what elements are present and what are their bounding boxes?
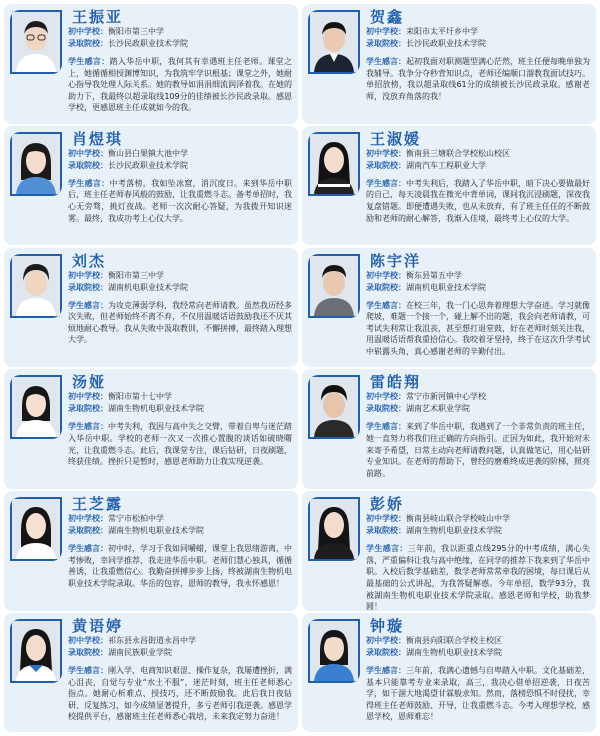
- middle-school-value: 衡阳市第三中学: [108, 27, 164, 36]
- feeling-label: 学生感言：: [68, 422, 108, 432]
- middle-school-value: 常宁市松柏中学: [108, 514, 164, 524]
- student-photo: [10, 375, 62, 439]
- college-value: 长沙民政职业技术学院: [406, 39, 486, 48]
- student-feeling: [366, 665, 590, 723]
- college-value: 长沙民政职业技术学院: [108, 39, 188, 48]
- student-card: [4, 126, 298, 246]
- feeling-text: 来到了华岳中职，我遇到了一个非常负责的班主任，她一直努力将我们往正确的方向指引。正因为如此，我开始对未来寄予希望，日常主动向老师请教问题，认真做笔记，用心钻研专业知识。在老师的帮助下，曾经的磨难终成逆袭的阶梯，照亮前路。: [366, 422, 590, 478]
- student-feeling: [68, 421, 292, 467]
- portrait-image: [12, 377, 60, 437]
- portrait-image: [12, 621, 60, 681]
- feeling-text: 三年前，我满心遗憾与自卑踏入中职。文化基础差，基本只能靠考专业来录取，高三，我决心借单招逆袭，日夜苦学，如干涸大地渴望甘霖般求知。然而，落榜恐惧不时侵扰，幸得班主任老师鼓励、开导，让我重燃斗志。今考入理想学校，感恩学校，恩师难忘！: [366, 665, 590, 722]
- feeling-text: 为攻克薄弱学科，我经常向老师请教。虽然我历经多次失败，但老师始终不离不弃，不仅用温暖话语鼓励我还不厌其烦地耐心教导。我从失败中汲取教训，不懈拼搏，最终踏入理想大学。: [68, 300, 292, 345]
- student-photo: [308, 497, 360, 561]
- college-value: 湖南艺术职业学院: [406, 404, 470, 414]
- college-label: 录取院校：: [366, 160, 406, 170]
- feeling-text: 初中时，学习于我如同嚼蜡，课堂上我思绪游离，中考惨败，幸同学推荐，我走进华岳中职。老师们慧心独具，循循善诱，让我重燃信心。我勤奋拼搏步步上扬，终被湖南生物机电职业技术学院录取。华岳的包容，恩师的教导，我永怀感恩！: [68, 544, 292, 588]
- college-value: 湖南汽车工程职业大学: [406, 160, 486, 170]
- college-label: 录取院校：: [68, 160, 108, 170]
- college-value: 湖南生物机电职业技术学院: [406, 526, 502, 536]
- student-name: 刘杰: [72, 251, 107, 270]
- student-card: [302, 248, 596, 368]
- middle-school-label: 初中学校：: [68, 392, 108, 402]
- college-label: 录取院校：: [366, 404, 406, 414]
- middle-school-value: 衡阳市第十七中学: [108, 392, 172, 402]
- student-card: [302, 613, 596, 733]
- student-card: [302, 369, 596, 489]
- student-feeling: [68, 56, 292, 114]
- college-label: 录取院校：: [366, 526, 406, 536]
- student-photo: [308, 375, 360, 439]
- portrait-image: [310, 256, 358, 316]
- student-card: [302, 4, 596, 124]
- portrait-image: [12, 12, 60, 72]
- middle-school-value: 衡山县白果镇大池中学: [108, 148, 188, 158]
- portrait-image: [12, 499, 60, 559]
- student-name: 钟璇: [370, 616, 405, 635]
- student-card: [4, 613, 298, 733]
- feeling-text: 中考失利后，我踏入了华岳中职，暗下决心要做最好的自己，每天凌晨我在微光中背单词，课间我沉浸刷题，深夜我复盘错题。即便遭遇失败，也从未放弃，有了班主任任的不断鼓励和老师的耐心解答，我渐入佳境，最终考上心仪的大学。: [366, 178, 590, 223]
- student-name: 雷皓翔: [370, 373, 422, 392]
- college-value: 湖南机电职业技术学院: [406, 282, 486, 292]
- college-value: 长沙民政职业技术学院: [108, 160, 188, 170]
- middle-school-label: 初中学校：: [68, 635, 108, 645]
- student-photo: [10, 10, 62, 74]
- student-name: 贺鑫: [370, 8, 405, 26]
- middle-school-label: 初中学校：: [366, 392, 406, 402]
- middle-school-label: 初中学校：: [68, 148, 108, 158]
- student-name: 王芝露: [72, 495, 124, 514]
- middle-school-label: 初中学校：: [366, 148, 406, 158]
- student-photo: [308, 254, 360, 318]
- student-feeling: [68, 543, 292, 589]
- student-feeling: [366, 56, 590, 102]
- portrait-image: [310, 134, 358, 194]
- middle-school-value: 耒阳市太平圩乡中学: [406, 27, 478, 36]
- feeling-text: 刚入学，电商知识艰涩、操作复杂，我屡遭挫折，满心沮丧，自觉与专业“水土不服”，迷茫时刻，班主任老师悉心指点。她耐心析难点、授技巧，还不断鼓励我。此后我日夜钻研、反复练习，如今成绩显著提升，多亏老师引我逆袭。感恩学校提供平台，感谢班主任老师悉心栽培，未来我定努力奋进！: [68, 665, 292, 722]
- student-photo: [308, 132, 360, 196]
- college-value: 湖南民族职业学院: [108, 647, 172, 657]
- feeling-label: 学生感言：: [366, 422, 406, 432]
- middle-school-value: 衡南县三塘联合学校松山校区: [406, 148, 510, 158]
- college-label: 录取院校：: [68, 39, 108, 48]
- student-card: [4, 369, 298, 489]
- student-feeling: [366, 543, 590, 611]
- college-value: 湖南生物机电职业技术学院: [406, 647, 502, 657]
- college-label: 录取院校：: [68, 526, 108, 536]
- feeling-label: 学生感言：: [366, 57, 406, 66]
- student-feeling: [366, 421, 590, 479]
- feeling-text: 踏入华岳中职，我何其有幸遇班主任老师。课堂之上，她循循相授渊博知识，为我筑牢学识根基；课堂之外，她耐心指导我处理人际关系。她的教导如涓涓细流润泽着我。在她的助力下，我最终以超录取线109分的佳绩被长沙民政录取。感恩学校，更感恩班主任成就如今的我。: [68, 57, 293, 113]
- feeling-text: 中考失利，我因与高中失之交臂，带着自卑与迷茫踏入华岳中职。学校的老师一次又一次推心置腹的谈话如破晓曙光，让我重燃斗志。此后，我课堂专注，课后钻研，日夜刷题，终获佳绩。挫折只是暂时，感恩老师助力让我实现逆袭。: [68, 422, 292, 467]
- feeling-label: 学生感言：: [68, 178, 110, 188]
- feeling-text: 在校三年，我一门心思奔着理想大学奋进。学习就像爬坡，难题一个接一个，碰上解不出的题，我会向老师请教，可考试失利常让我沮丧，甚至想打退堂鼓，好在老师时刻关注我，用温暖话语帮我重拾信心。我咬着牙坚持，终于在这次升学考试中崭露头角，真心感谢老师的辛勤付出。: [366, 300, 590, 356]
- student-feeling: [68, 665, 292, 723]
- middle-school-label: 初中学校：: [68, 27, 108, 36]
- middle-school-value: 衡南县向阳联合学校主校区: [406, 635, 502, 645]
- college-label: 录取院校：: [68, 404, 108, 414]
- middle-school-label: 初中学校：: [68, 514, 108, 524]
- student-feeling: [366, 300, 590, 358]
- feeling-label: 学生感言：: [68, 57, 110, 66]
- college-value: 湖南机电职业技术学院: [108, 282, 188, 292]
- feeling-label: 学生感言：: [68, 544, 108, 554]
- student-photo: [308, 619, 360, 683]
- middle-school-value: 常宁市新河镇中心学校: [406, 392, 486, 402]
- portrait-image: [12, 256, 60, 316]
- college-value: 湖南生物机电职业技术学院: [108, 404, 204, 414]
- middle-school-label: 初中学校：: [366, 514, 406, 524]
- college-label: 录取院校：: [68, 282, 108, 292]
- portrait-image: [310, 377, 358, 437]
- feeling-label: 学生感言：: [366, 178, 406, 188]
- feeling-label: 学生感言：: [366, 544, 408, 554]
- middle-school-value: 祁东县永昌街道永昌中学: [108, 635, 196, 645]
- middle-school-value: 衡阳市第三中学: [108, 270, 164, 280]
- portrait-image: [310, 12, 358, 72]
- student-name: 汤娅: [72, 373, 107, 392]
- student-photo: [10, 254, 62, 318]
- middle-school-label: 初中学校：: [366, 27, 406, 36]
- student-name: 肖煜琪: [72, 129, 124, 148]
- middle-school-label: 初中学校：: [366, 635, 406, 645]
- college-label: 录取院校：: [366, 647, 406, 657]
- college-value: 湖南生物机电职业技术学院: [108, 526, 204, 536]
- feeling-text: 起初我面对职测题型满心茫然，班主任便每晚单独为我辅导。我争分夺秒背知识点，老师还编顺口溜教我面试技巧。单招放榜，我以超录取线61分的成绩被长沙民政录取。感谢老师，没放弃角落的我！: [366, 57, 590, 101]
- college-label: 录取院校：: [366, 39, 406, 48]
- portrait-image: [12, 134, 60, 194]
- middle-school-value: 衡东县第五中学: [406, 270, 462, 280]
- student-name: 彭娇: [370, 495, 405, 514]
- student-name: 王淑媛: [370, 129, 422, 148]
- feeling-label: 学生感言：: [366, 665, 406, 675]
- student-grid: [4, 4, 596, 732]
- college-label: 录取院校：: [68, 647, 108, 657]
- middle-school-label: 初中学校：: [366, 270, 406, 280]
- portrait-image: [310, 499, 358, 559]
- feeling-label: 学生感言：: [68, 300, 108, 310]
- feeling-text: 三年前，我以距重点线295分的中考成绩，满心失落，严重偏科让我与高中绝缘，在同学的推荐下我来到了华岳中职。入校后数学基础差，数学老师常常牵我的困境，每日课后从最基础的公式讲起，为我答疑解惑。今年单招，数学93分，我被湖南生物机电职业技术学院录取。感恩老师和学校，助我梦圆！: [366, 544, 590, 611]
- student-photo: [308, 10, 360, 74]
- feeling-text: 中考落榜，我如坠冰窟，消沉度日。来到华岳中职后，班主任老师春风般的鼓励，让我重燃斗志。备考单招时，我心无旁骛，挑灯夜战。老师一次次耐心答疑，为我拨开知识迷雾。最终，我成功考上心仪大学。: [68, 178, 293, 223]
- student-photo: [10, 497, 62, 561]
- student-photo: [10, 132, 62, 196]
- student-card: [4, 4, 298, 124]
- feeling-label: 学生感言：: [366, 300, 406, 310]
- student-name: 陈宇洋: [370, 251, 422, 270]
- student-feeling: [68, 178, 292, 224]
- student-name: 黄语婷: [72, 616, 124, 635]
- portrait-image: [310, 621, 358, 681]
- student-photo: [10, 619, 62, 683]
- student-feeling: [366, 178, 590, 224]
- student-name: 王振亚: [72, 8, 124, 26]
- college-label: 录取院校：: [366, 282, 406, 292]
- middle-school-label: 初中学校：: [68, 270, 108, 280]
- student-card: [4, 491, 298, 611]
- feeling-label: 学生感言：: [68, 665, 108, 675]
- student-card: [302, 491, 596, 611]
- middle-school-value: 衡南县岐山联合学校岐山中学: [406, 514, 510, 524]
- student-card: [4, 248, 298, 368]
- student-card: [302, 126, 596, 246]
- student-feeling: [68, 300, 292, 346]
